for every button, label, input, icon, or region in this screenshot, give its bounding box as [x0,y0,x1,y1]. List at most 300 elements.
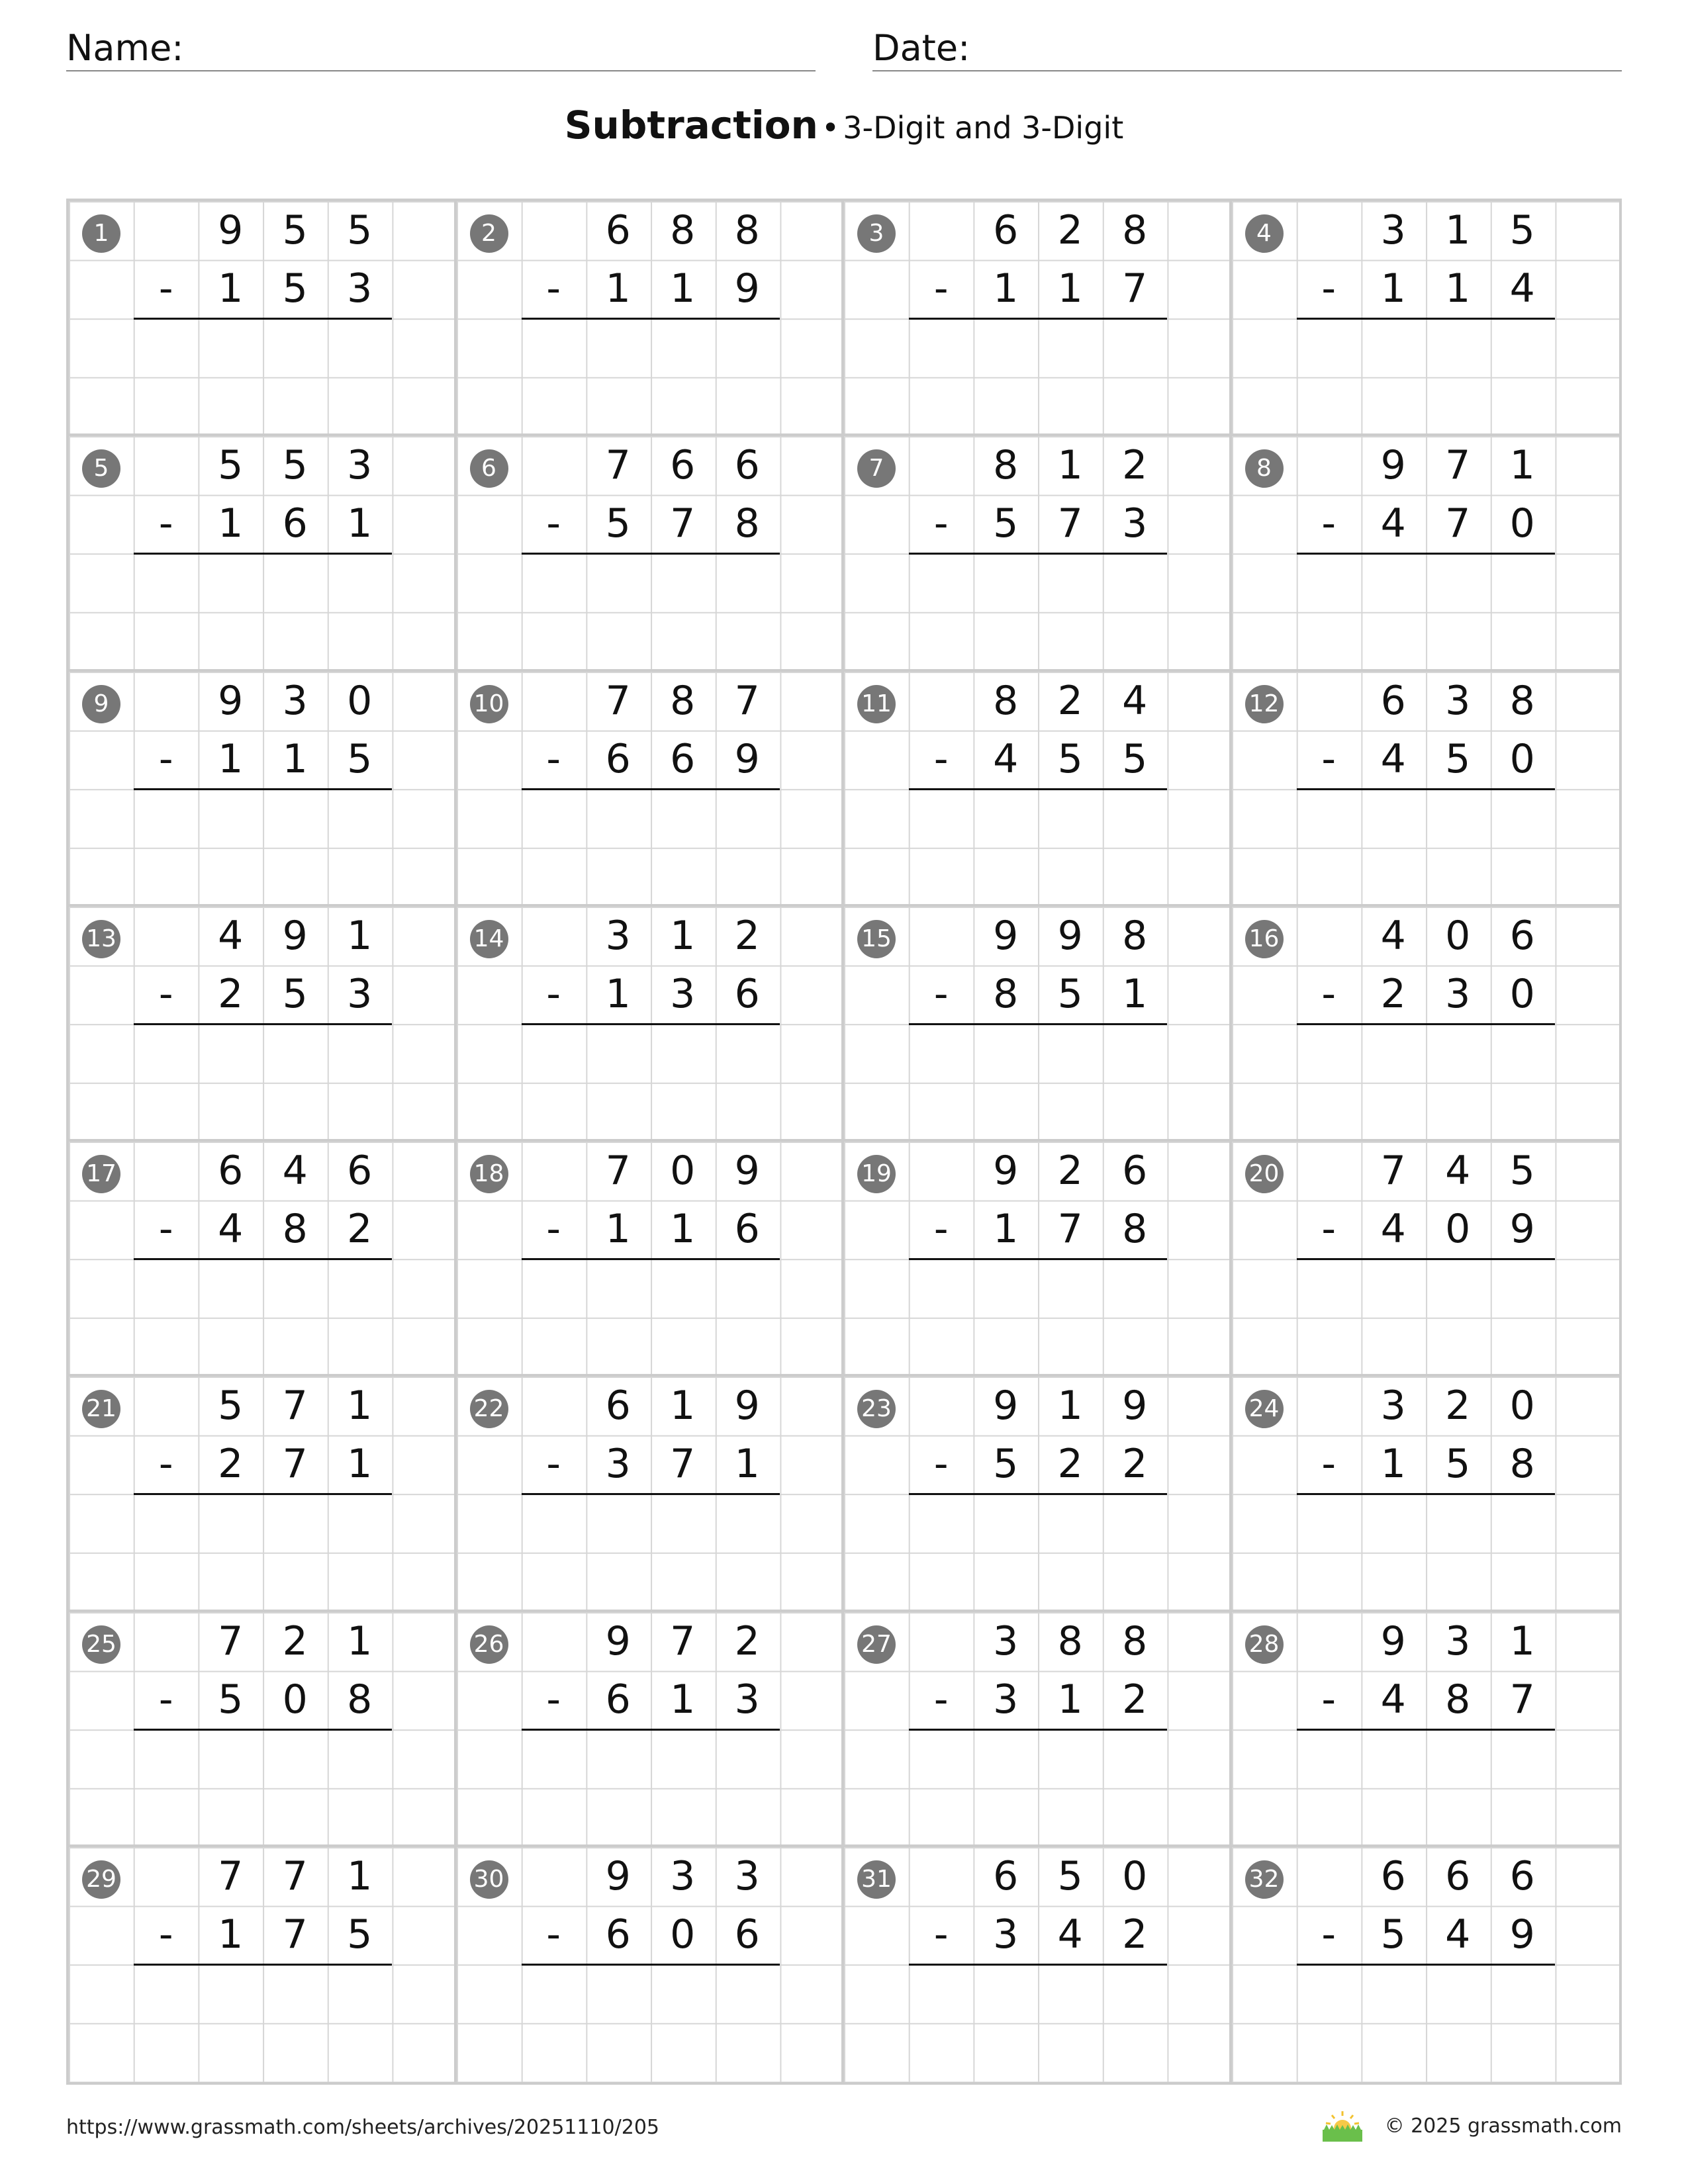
subtrahend-digit: 1 [347,500,373,547]
minuend-row [1297,1377,1555,1435]
minuend-digit: 6 [993,1852,1019,1899]
minuend-digit: 3 [1445,677,1471,724]
minus-sign: - [158,1676,173,1723]
minuend-digit: 9 [1057,912,1083,959]
minuend-digit: 9 [734,1148,760,1194]
subtrahend-row [1297,730,1555,790]
footer-brand [1321,2110,1622,2143]
subtrahend-row [909,494,1167,555]
minuend-digit: 6 [605,207,631,253]
minuend-digit: 5 [282,442,308,489]
minuend-digit: 7 [605,442,631,489]
subtrahend-digit: 4 [218,1206,244,1252]
subtrahend-row [1297,965,1555,1025]
blank-digit [522,1377,586,1435]
minuend-digit: 3 [670,1852,696,1899]
subtrahend-row [134,1670,392,1731]
problem-cell[interactable] [1232,907,1620,1142]
minuend-digit: 5 [1509,1148,1535,1194]
minuend-row [134,1377,392,1435]
minuend-digit: 9 [734,1383,760,1430]
date-field[interactable] [872,24,1622,71]
blank-digit [909,672,974,730]
minuend-digit: 6 [670,442,696,489]
subtrahend-digit: 0 [1445,1206,1471,1252]
minuend-digit: 4 [282,1148,308,1194]
subtrahend-digit: 1 [1380,265,1406,312]
subtrahend-row [134,1905,392,1966]
minuend-digit: 0 [1445,912,1471,959]
subtrahend-digit: 1 [1057,1676,1083,1723]
minus-sign: - [158,1206,173,1252]
minuend-digit: 8 [1122,912,1148,959]
subtrahend-digit: 6 [734,1911,760,1958]
blank-digit [134,907,199,965]
subtrahend-digit: 4 [1380,1676,1406,1723]
subtrahend-digit: 1 [218,1911,244,1958]
minus-sign: - [546,735,561,782]
minuend-digit: 5 [1057,1852,1083,1899]
minuend-row [134,1612,392,1670]
problem-cell[interactable] [69,1377,457,1612]
problem-cell[interactable] [844,1612,1232,1847]
blank-digit [909,1142,974,1200]
subtrahend-digit: 2 [218,1441,244,1488]
minuend-digit: 5 [218,1383,244,1430]
blank-digit [1297,1612,1362,1670]
minuend-digit: 2 [1057,207,1083,253]
subtrahend-digit: 1 [1445,265,1471,312]
subtrahend-row [909,259,1167,320]
subtrahend-digit: 7 [1057,1206,1083,1252]
problem-cell[interactable] [1232,1612,1620,1847]
minuend-row [909,672,1167,730]
subtrahend-row [1297,1435,1555,1495]
minuend-digit: 2 [1057,1148,1083,1194]
subtrahend-digit: 5 [1380,1911,1406,1958]
problem-number-badge: 20 [1245,1155,1284,1193]
subtrahend-digit: 6 [670,735,696,782]
minus-sign: - [1321,500,1336,547]
problem-cell[interactable] [457,1142,845,1377]
minus-sign: - [1321,1676,1336,1723]
subtrahend-digit: 1 [670,1676,696,1723]
minuend-digit: 7 [1445,442,1471,489]
subtrahend-digit: 5 [993,1441,1019,1488]
minuend-row [522,672,780,730]
minuend-digit: 8 [1057,1617,1083,1664]
subtrahend-digit: 7 [282,1441,308,1488]
subtrahend-digit: 0 [1509,735,1535,782]
problem-grid [66,199,1622,2085]
copyright-text: © 2025 grassmath.com [1384,2115,1622,2138]
subtrahend-row [1297,1905,1555,1966]
minuend-digit: 2 [1057,677,1083,724]
blank-digit [1297,1377,1362,1435]
minuend-digit: 1 [1445,207,1471,253]
subtrahend-digit: 9 [1509,1911,1535,1958]
minuend-row [1297,1847,1555,1905]
subtrahend-digit: 5 [1057,970,1083,1017]
minuend-digit: 9 [993,1383,1019,1430]
minuend-digit: 1 [347,1852,373,1899]
problem-number-badge: 4 [1245,214,1284,253]
minuend-digit: 8 [1122,207,1148,253]
minuend-digit: 1 [670,1383,696,1430]
subtrahend-row [522,1200,780,1260]
minuend-digit: 8 [993,442,1019,489]
minuend-digit: 6 [347,1148,373,1194]
minuend-digit: 6 [1380,677,1406,724]
problem-number-badge: 30 [470,1860,508,1899]
minus-sign: - [1321,970,1336,1017]
minus-sign: - [546,500,561,547]
subtrahend-digit: 1 [734,1441,760,1488]
problem-cell[interactable] [69,436,457,671]
problem-number-badge: 27 [857,1625,896,1664]
minuend-digit: 5 [218,442,244,489]
name-label: Name: [66,27,184,69]
subtrahend-digit: 7 [282,1911,308,1958]
subtrahend-digit: 3 [670,970,696,1017]
name-date-header [66,24,1622,70]
minus-sign: - [933,265,949,312]
subtrahend-digit: 8 [282,1206,308,1252]
problem-number-badge: 23 [857,1390,896,1428]
problem-cell[interactable] [69,1847,457,2082]
subtrahend-digit: 5 [347,1911,373,1958]
minuend-digit: 6 [1509,912,1535,959]
blank-digit [522,1142,586,1200]
subtrahend-digit: 8 [347,1676,373,1723]
subtrahend-digit: 2 [1122,1441,1148,1488]
subtrahend-row [1297,1670,1555,1731]
subtrahend-digit: 4 [1057,1911,1083,1958]
subtrahend-digit: 5 [1122,735,1148,782]
blank-digit [134,201,199,259]
minuend-digit: 9 [605,1617,631,1664]
minus-sign: - [1321,735,1336,782]
problem-cell[interactable] [844,1142,1232,1377]
subtrahend-digit: 1 [1057,265,1083,312]
subtrahend-digit: 2 [347,1206,373,1252]
minuend-digit: 6 [605,1383,631,1430]
blank-digit [909,1612,974,1670]
minuend-digit: 0 [670,1148,696,1194]
minuend-digit: 5 [282,207,308,253]
minuend-digit: 9 [1380,1617,1406,1664]
title-main: Subtraction [564,103,818,148]
minus-sign: - [546,265,561,312]
subtrahend-digit: 3 [347,970,373,1017]
minuend-row [134,436,392,494]
problem-cell[interactable] [457,436,845,671]
minuend-digit: 2 [1445,1383,1471,1430]
subtrahend-digit: 4 [1380,500,1406,547]
minus-sign: - [546,1441,561,1488]
problem-cell[interactable] [1232,1142,1620,1377]
subtrahend-row [134,965,392,1025]
minuend-digit: 6 [993,207,1019,253]
minuend-digit: 3 [1445,1617,1471,1664]
minuend-row [134,907,392,965]
minuend-row [522,1847,780,1905]
subtrahend-row [909,1435,1167,1495]
subtrahend-digit: 2 [1122,1676,1148,1723]
subtrahend-row [909,1670,1167,1731]
blank-digit [522,201,586,259]
subtrahend-digit: 8 [1122,1206,1148,1252]
problem-cell[interactable] [457,1612,845,1847]
worksheet-title [0,103,1688,148]
minuend-digit: 7 [605,1148,631,1194]
problem-cell[interactable] [844,907,1232,1142]
subtrahend-row [522,1905,780,1966]
subtrahend-digit: 5 [1445,1441,1471,1488]
name-field[interactable] [66,24,816,71]
blank-digit [1297,672,1362,730]
subtrahend-digit: 6 [734,1206,760,1252]
problem-cell[interactable] [844,1847,1232,2082]
minuend-digit: 8 [734,207,760,253]
minus-sign: - [158,1441,173,1488]
problem-number-badge: 29 [82,1860,120,1899]
minuend-row [1297,201,1555,259]
subtrahend-digit: 6 [734,970,760,1017]
blank-digit [522,1847,586,1905]
problem-number-badge: 32 [1245,1860,1284,1899]
problem-cell[interactable] [1232,436,1620,671]
subtrahend-digit: 5 [282,970,308,1017]
problem-cell[interactable] [844,672,1232,907]
problem-number-badge: 11 [857,685,896,723]
problem-cell[interactable] [844,201,1232,436]
problem-cell[interactable] [457,1377,845,1612]
minuend-digit: 1 [347,1617,373,1664]
minuend-row [1297,907,1555,965]
subtrahend-digit: 9 [734,735,760,782]
subtrahend-row [1297,1200,1555,1260]
minuend-digit: 8 [1509,677,1535,724]
problem-cell[interactable] [457,201,845,436]
subtrahend-digit: 3 [993,1911,1019,1958]
minus-sign: - [933,735,949,782]
minus-sign: - [1321,1206,1336,1252]
blank-digit [909,201,974,259]
blank-digit [134,672,199,730]
subtrahend-digit: 3 [605,1441,631,1488]
problem-number-badge: 31 [857,1860,896,1899]
problem-number-badge: 28 [1245,1625,1284,1664]
problem-cell[interactable] [1232,201,1620,436]
minuend-row [522,1612,780,1670]
problem-cell[interactable] [457,907,845,1142]
problem-number-badge: 26 [470,1625,508,1664]
problem-number-badge: 18 [470,1155,508,1193]
minuend-digit: 3 [347,442,373,489]
blank-digit [1297,907,1362,965]
problem-cell[interactable] [457,672,845,907]
minuend-digit: 9 [993,912,1019,959]
footer-url[interactable]: https://www.grassmath.com/sheets/archives/20251110/205 [66,2116,660,2139]
minuend-digit: 6 [1445,1852,1471,1899]
subtrahend-digit: 1 [282,735,308,782]
minuend-digit: 3 [993,1617,1019,1664]
problem-cell[interactable] [69,201,457,436]
problem-number-badge: 8 [1245,449,1284,488]
minuend-digit: 1 [1509,1617,1535,1664]
subtrahend-digit: 1 [670,1206,696,1252]
blank-digit [1297,201,1362,259]
subtrahend-digit: 1 [218,500,244,547]
subtrahend-digit: 9 [734,265,760,312]
subtrahend-row [522,259,780,320]
minus-sign: - [158,500,173,547]
subtrahend-digit: 3 [993,1676,1019,1723]
subtrahend-digit: 5 [1057,735,1083,782]
problem-cell[interactable] [1232,1847,1620,2082]
sun-over-grass-icon [1321,2110,1364,2143]
subtrahend-row [134,730,392,790]
blank-digit [909,436,974,494]
problem-cell[interactable] [1232,672,1620,907]
subtrahend-digit: 1 [1380,1441,1406,1488]
problem-cell[interactable] [69,907,457,1142]
subtrahend-digit: 1 [993,265,1019,312]
minuend-digit: 4 [218,912,244,959]
subtrahend-digit: 7 [1509,1676,1535,1723]
blank-digit [1297,1847,1362,1905]
minuend-row [1297,436,1555,494]
subtrahend-digit: 0 [670,1911,696,1958]
subtrahend-digit: 5 [282,265,308,312]
problem-number-badge: 14 [470,920,508,958]
minuend-digit: 0 [1509,1383,1535,1430]
minuend-row [909,1847,1167,1905]
subtrahend-row [909,965,1167,1025]
minus-sign: - [158,735,173,782]
problem-cell[interactable] [69,672,457,907]
minuend-row [909,1142,1167,1200]
subtrahend-digit: 0 [1509,500,1535,547]
blank-digit [134,1377,199,1435]
minuend-row [522,436,780,494]
subtrahend-digit: 1 [218,735,244,782]
problem-number-badge: 13 [82,920,120,958]
minus-sign: - [1321,1441,1336,1488]
subtrahend-digit: 1 [605,1206,631,1252]
subtrahend-row [1297,259,1555,320]
minuend-row [909,1377,1167,1435]
blank-digit [522,436,586,494]
minuend-digit: 8 [670,207,696,253]
problem-number-badge: 19 [857,1155,896,1193]
subtrahend-digit: 1 [218,265,244,312]
minuend-digit: 6 [1380,1852,1406,1899]
problem-number-badge: 6 [470,449,508,488]
minus-sign: - [933,1441,949,1488]
subtrahend-digit: 5 [993,500,1019,547]
blank-digit [522,907,586,965]
minus-sign: - [933,970,949,1017]
minuend-row [1297,672,1555,730]
subtrahend-digit: 1 [605,265,631,312]
minuend-digit: 7 [218,1852,244,1899]
problem-cell[interactable] [457,1847,845,2082]
minuend-digit: 6 [1122,1148,1148,1194]
subtrahend-digit: 4 [1380,1206,1406,1252]
problem-cell[interactable] [69,1612,457,1847]
problem-cell[interactable] [844,436,1232,671]
subtrahend-digit: 3 [734,1676,760,1723]
subtrahend-digit: 8 [734,500,760,547]
problem-number-badge: 22 [470,1390,508,1428]
minuend-digit: 8 [993,677,1019,724]
subtrahend-digit: 0 [1509,970,1535,1017]
subtrahend-row [522,1670,780,1731]
subtrahend-digit: 1 [993,1206,1019,1252]
minuend-digit: 9 [218,207,244,253]
blank-digit [909,1377,974,1435]
problem-cell[interactable] [69,1142,457,1377]
minuend-digit: 2 [734,912,760,959]
minuend-digit: 7 [218,1617,244,1664]
minus-sign: - [158,1911,173,1958]
minuend-row [522,907,780,965]
minuend-digit: 9 [1380,442,1406,489]
minuend-digit: 4 [1445,1148,1471,1194]
minuend-digit: 9 [993,1148,1019,1194]
subtrahend-digit: 3 [347,265,373,312]
subtrahend-row [134,1435,392,1495]
minuend-row [1297,1142,1555,1200]
problem-number-badge: 21 [82,1390,120,1428]
problem-number-badge: 25 [82,1625,120,1664]
minuend-row [909,436,1167,494]
subtrahend-digit: 5 [218,1676,244,1723]
problem-cell[interactable] [844,1377,1232,1612]
subtrahend-digit: 2 [1057,1441,1083,1488]
problem-cell[interactable] [1232,1377,1620,1612]
subtrahend-digit: 4 [993,735,1019,782]
minus-sign: - [546,1676,561,1723]
minuend-digit: 7 [282,1383,308,1430]
problem-number-badge: 17 [82,1155,120,1193]
subtrahend-digit: 1 [1122,970,1148,1017]
subtrahend-digit: 6 [282,500,308,547]
minuend-digit: 3 [605,912,631,959]
minuend-row [909,907,1167,965]
minuend-digit: 6 [734,442,760,489]
minuend-row [134,672,392,730]
subtrahend-digit: 9 [1509,1206,1535,1252]
minus-sign: - [546,970,561,1017]
minus-sign: - [546,1911,561,1958]
subtrahend-digit: 3 [1445,970,1471,1017]
minuend-digit: 7 [734,677,760,724]
problem-number-badge: 10 [470,685,508,723]
minuend-row [522,1377,780,1435]
blank-digit [522,672,586,730]
blank-digit [134,1847,199,1905]
subtrahend-digit: 1 [347,1441,373,1488]
minuend-row [909,201,1167,259]
minuend-digit: 1 [347,912,373,959]
subtrahend-digit: 7 [1445,500,1471,547]
subtrahend-row [1297,494,1555,555]
minuend-digit: 7 [282,1852,308,1899]
title-separator: • [821,110,840,146]
